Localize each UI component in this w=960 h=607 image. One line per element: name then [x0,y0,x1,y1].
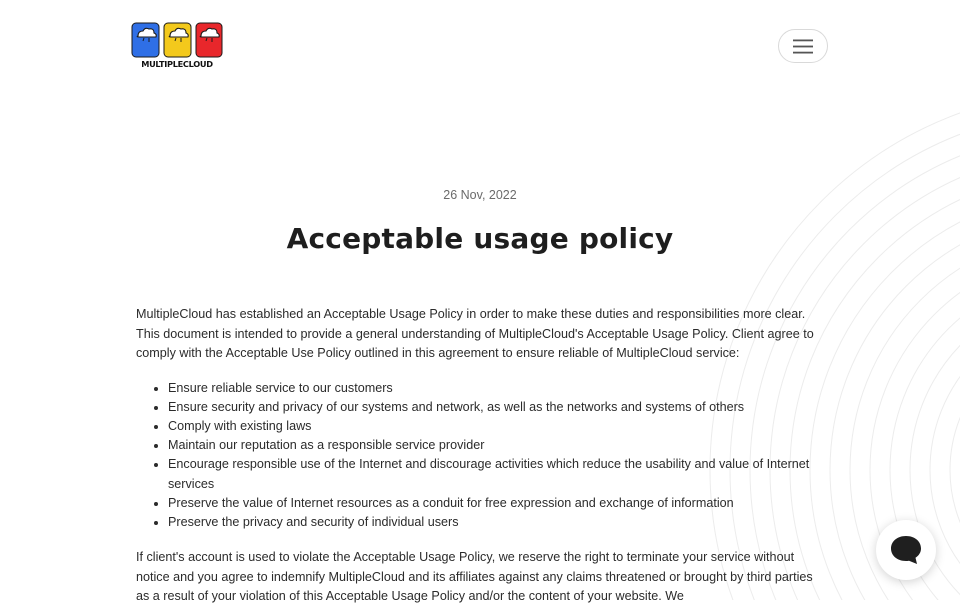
list-item: • Ensure security and privacy of our systems and network, as well as the networks and systems of others [168,398,826,417]
list-item: • Ensure reliable service to our customers [168,379,826,398]
intro-paragraph: MultipleCloud has established an Acceptable Usage Policy in order to make these duties and responsibilities more clear. This document is intended to provide a general understanding of MultipleCloud's Acceptable Usage Policy. Client agree to comply with the Acceptable Use Policy outlined in this agreement to ensure reliable of MultipleCloud service: [136,307,814,360]
chat-widget-button[interactable] [876,520,936,580]
logo-wordmark: MULTIPLECLOUD [141,59,213,69]
list-item: • Encourage responsible use of the Internet and discourage activities which reduce the usability and value of Internet services [168,455,826,493]
logo-blocks-icon [131,21,223,59]
policy-list [136,379,826,533]
list-item: • Preserve the value of Internet resources as a conduit for free expression and exchange of information [168,494,826,513]
site-header [0,0,960,90]
hamburger-icon [793,39,813,54]
chat-bubble-icon [889,534,923,566]
list-item: • Comply with existing laws [168,417,826,436]
multiplecloud-logo[interactable] [131,21,223,71]
page-title: Acceptable usage policy [286,222,674,255]
policy-content [136,305,826,607]
menu-toggle-button[interactable] [778,29,828,63]
post-date: 26 Nov, 2022 [443,188,517,202]
list-item: • Preserve the privacy and security of individual users [168,513,826,532]
list-item: • Maintain our reputation as a responsible service provider [168,436,826,455]
outro-paragraph: If client's account is used to violate the Acceptable Usage Policy, we reserve the right to terminate your service without notice and you agree to indemnify MultipleCloud and its affiliates against any claims threatened or brought by third parties as a result of your violation of this Acceptable Usage Policy and/or the content of your website. We [136,550,813,604]
